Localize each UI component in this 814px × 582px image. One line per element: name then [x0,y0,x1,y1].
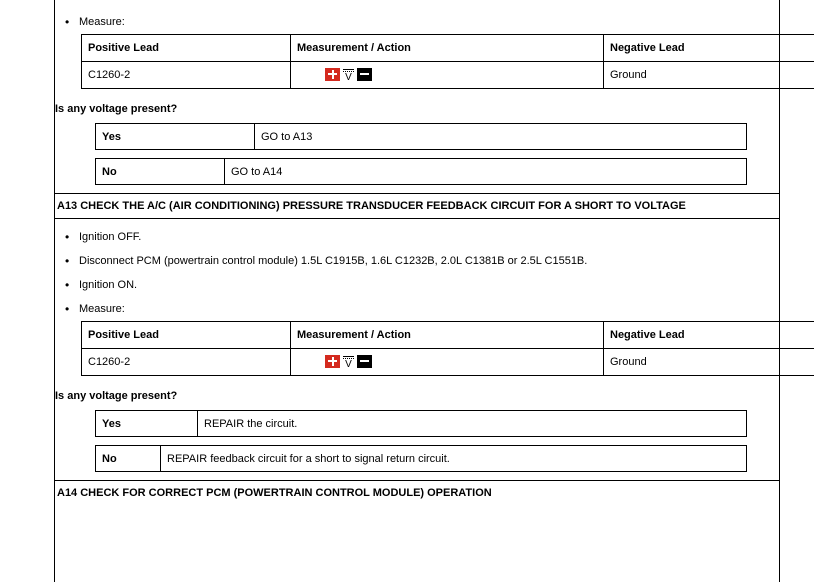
column-header-measurement-action: Measurement / Action [291,35,604,62]
voltmeter-icon-group [325,67,372,82]
list-item-label: Ignition OFF. [79,231,142,243]
list-item [65,249,779,273]
answer-action-no: REPAIR feedback circuit for a short to signal return circuit. [161,446,747,472]
cell-positive-lead: C1260-2 [82,349,291,376]
table-row [96,124,747,150]
bullet-icon: • [65,302,70,316]
list-item-label: Measure: [79,303,125,315]
list-item [65,10,779,34]
column-header-measurement-action: Measurement / Action [291,322,604,349]
list-item-label: Measure: [79,16,125,28]
answer-table-yes [95,410,747,437]
volt-symbol-icon: V [342,67,355,82]
bullet-icon: • [65,15,70,29]
voltmeter-icon-group [325,354,372,369]
answer-label-no: No [96,159,225,185]
answer-table-yes [95,123,747,150]
bullet-icon: • [65,230,70,244]
list-item [65,225,779,249]
answer-table-no [95,158,747,185]
column-header-negative-lead: Negative Lead [604,322,814,349]
section-heading-a13: A13 CHECK THE A/C (AIR CONDITIONING) PRESSURE TRANSDUCER FEEDBACK CIRCUIT FOR A SHORT TO VOLTAGE [55,193,779,219]
cell-negative-lead: Ground [604,349,814,376]
volt-symbol-icon: V [342,354,355,369]
column-header-positive-lead: Positive Lead [82,322,291,349]
negative-lead-icon [357,68,372,81]
positive-lead-icon [325,355,340,368]
bullet-icon: • [65,254,70,268]
answer-action-no: GO to A14 [225,159,747,185]
question-text: Is any voltage present? [55,390,178,402]
cell-measurement-action [291,349,604,376]
column-header-positive-lead: Positive Lead [82,35,291,62]
positive-lead-icon [325,68,340,81]
question-text: Is any voltage present? [55,103,178,115]
list-item [65,297,779,321]
cell-positive-lead: C1260-2 [82,62,291,89]
table-row [82,62,814,89]
bullet-icon: • [65,278,70,292]
list-item [65,273,779,297]
section-heading-a14: A14 CHECK FOR CORRECT PCM (POWERTRAIN CONTROL MODULE) OPERATION [55,480,779,505]
answer-action-yes: REPAIR the circuit. [198,411,747,437]
table-row [82,349,814,376]
answer-action-yes: GO to A13 [255,124,747,150]
table-header-row [82,322,814,349]
column-header-negative-lead: Negative Lead [604,35,814,62]
measurement-table [81,34,814,89]
table-header-row [82,35,814,62]
list-item-label: Ignition ON. [79,279,138,291]
answer-label-yes: Yes [96,411,198,437]
negative-lead-icon [357,355,372,368]
answer-table-no [95,445,747,472]
cell-negative-lead: Ground [604,62,814,89]
table-row [96,159,747,185]
measurement-table [81,321,814,376]
table-row [96,446,747,472]
document-content [55,0,779,505]
table-row [96,411,747,437]
list-item-label: Disconnect PCM (powertrain control module) 1.5L C1915B, 1.6L C1232B, 2.0L C1381B or 2.5L C1551B. [79,255,588,267]
answer-label-no: No [96,446,161,472]
answer-label-yes: Yes [96,124,255,150]
cell-measurement-action [291,62,604,89]
